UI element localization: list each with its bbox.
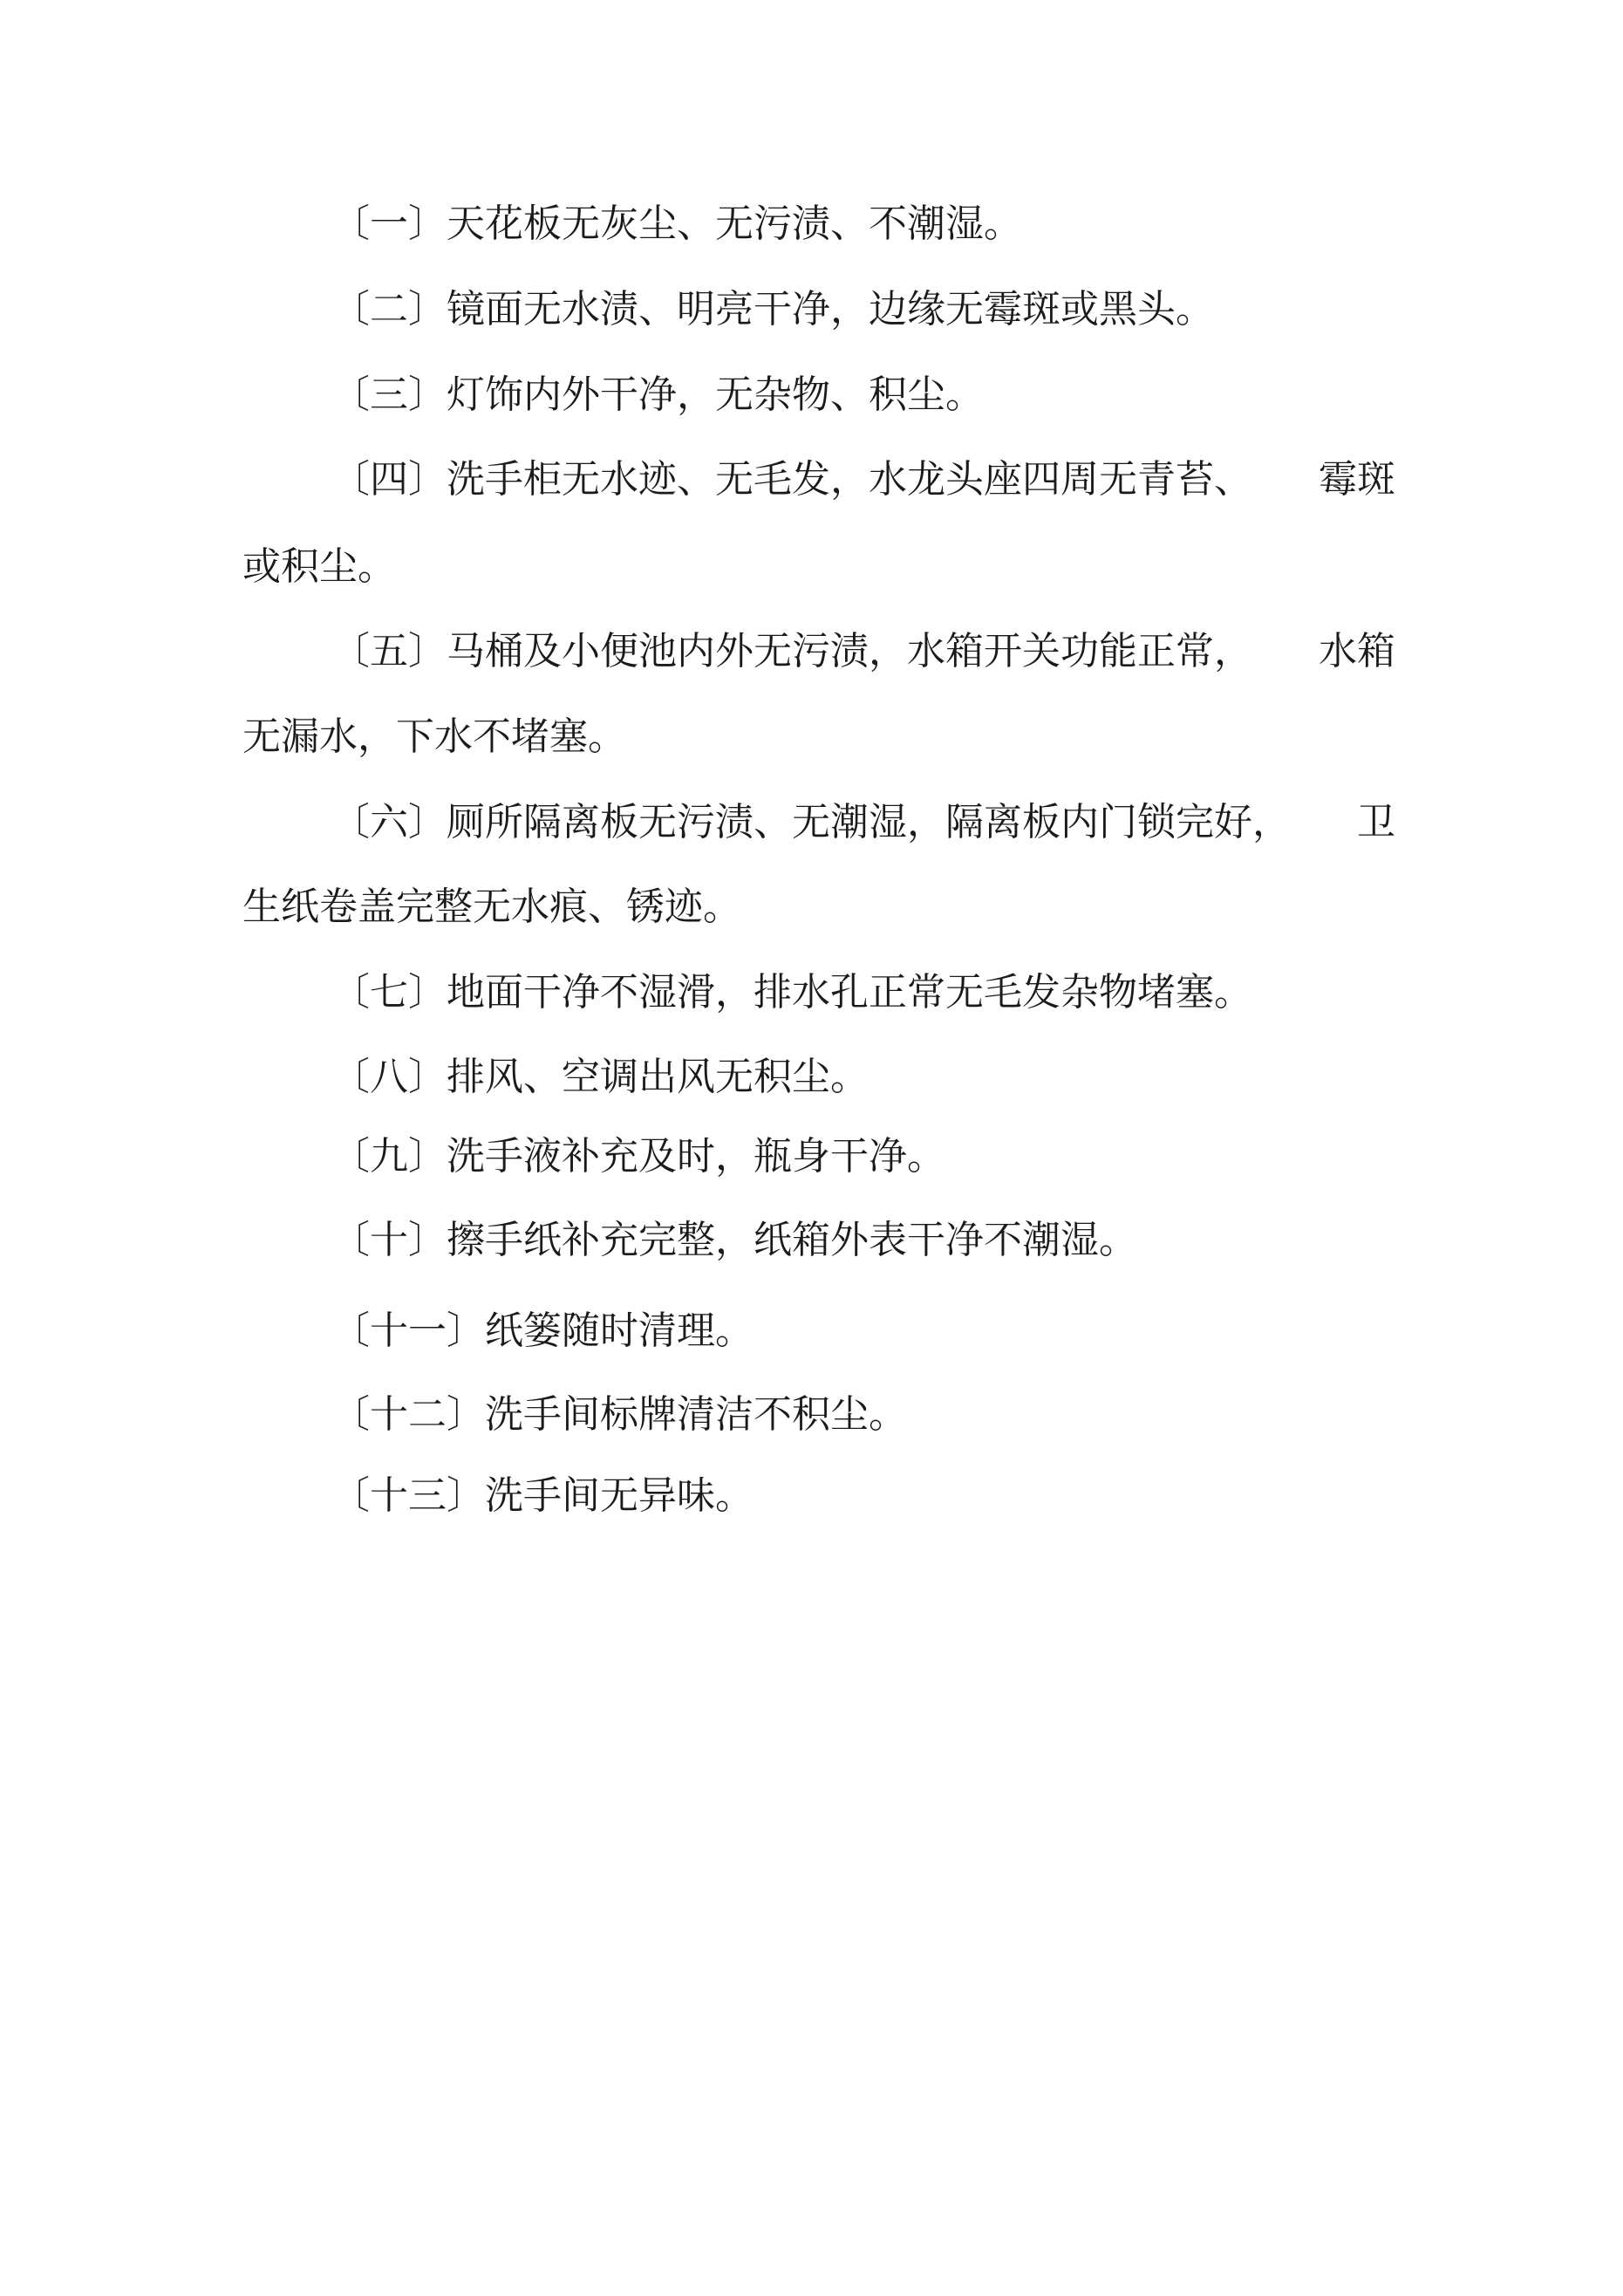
item-text: 擦手纸补充完整，纸箱外表干净不潮湿。 [447, 1218, 1137, 1262]
list-item-continuation [242, 885, 741, 929]
item-text-tail: 水箱 [1319, 629, 1395, 673]
item-text: 洗手间标牌清洁不积尘。 [485, 1392, 907, 1437]
item-label: 〔八〕 [331, 1055, 447, 1099]
item-label: 〔二〕 [331, 287, 447, 331]
item-text: 马桶及小便池内外无污渍，水箱开关功能正常， [447, 629, 1252, 673]
item-text: 排风、空调出风无积尘。 [447, 1055, 869, 1099]
item-text: 天花板无灰尘、无污渍、不潮湿。 [447, 202, 1022, 246]
item-label: 〔十三〕 [331, 1473, 485, 1518]
item-label: 〔三〕 [331, 372, 447, 417]
list-item [331, 1392, 907, 1437]
list-item [331, 970, 1252, 1015]
list-item [331, 1218, 1137, 1262]
item-text-tail: 霉斑 [1319, 457, 1395, 502]
item-text: 纸篓随时清理。 [485, 1309, 754, 1353]
item-label: 〔九〕 [331, 1134, 447, 1179]
list-item [331, 1055, 869, 1099]
list-item [331, 1309, 754, 1353]
item-text-tail: 卫 [1357, 800, 1395, 844]
item-label: 〔七〕 [331, 970, 447, 1015]
item-label: 〔四〕 [331, 457, 447, 502]
item-text: 洗手柜无水迹、无毛发，水龙头座四周无青苔、 [447, 457, 1252, 502]
item-label: 〔十〕 [331, 1218, 447, 1262]
item-label: 〔十一〕 [331, 1309, 485, 1353]
list-item [331, 1134, 945, 1179]
list-item [331, 457, 1395, 502]
item-text: 洗手液补充及时，瓶身干净。 [447, 1134, 945, 1179]
list-item [331, 202, 1022, 246]
list-item-continuation [242, 714, 626, 759]
item-text: 厕所隔离板无污渍、无潮湿，隔离板内门锁完好， [447, 800, 1291, 844]
list-item [331, 287, 1214, 331]
list-item-continuation [242, 544, 396, 589]
item-text: 洗手间无异味。 [485, 1473, 754, 1518]
item-label: 〔六〕 [331, 800, 447, 844]
item-text-continuation: 或积尘。 [242, 544, 396, 589]
item-text-continuation: 无漏水，下水不堵塞。 [242, 714, 626, 759]
item-label: 〔五〕 [331, 629, 447, 673]
item-text: 地面干净不湿滑，排水孔正常无毛发杂物堵塞。 [447, 970, 1252, 1015]
item-text-continuation: 生纸卷盖完整无水痕、锈迹。 [242, 885, 741, 929]
item-text: 灯饰内外干净，无杂物、积尘。 [447, 372, 984, 417]
item-label: 〔一〕 [331, 202, 447, 246]
list-item [331, 629, 1395, 673]
item-label: 〔十二〕 [331, 1392, 485, 1437]
list-item [331, 1473, 754, 1518]
list-item [331, 800, 1395, 844]
item-text: 镜面无水渍、明亮干净，边缘无霉斑或黑头。 [447, 287, 1214, 331]
list-item [331, 372, 984, 417]
